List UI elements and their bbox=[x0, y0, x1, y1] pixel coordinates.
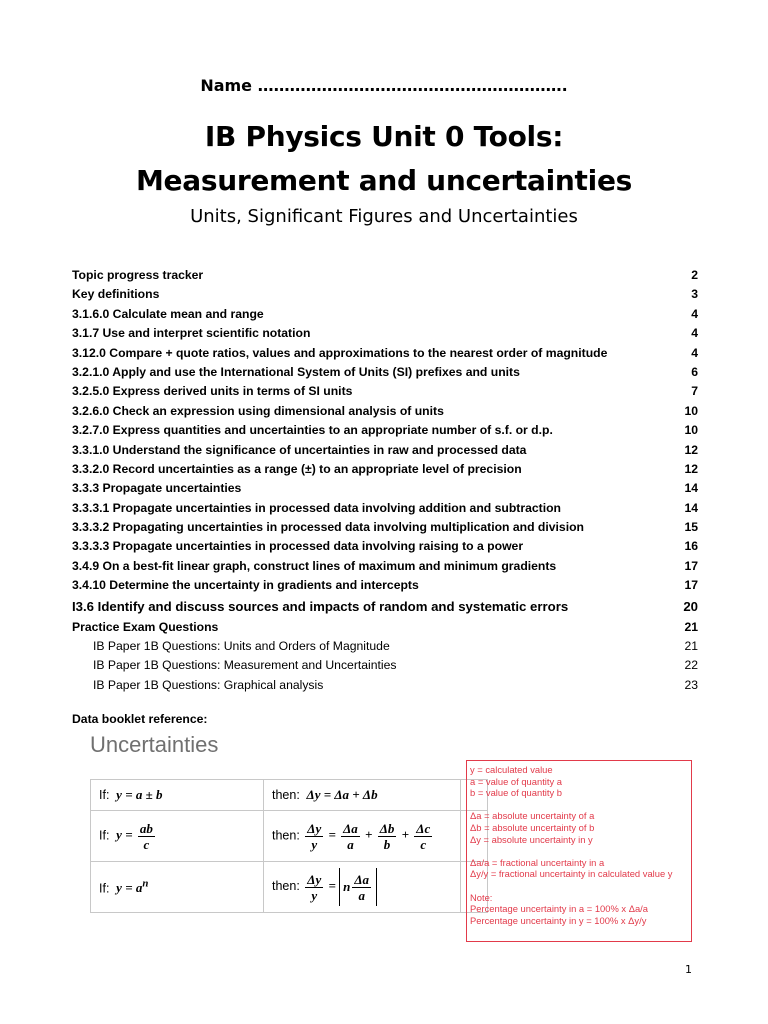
toc-entry-title: 3.1.6.0 Calculate mean and range bbox=[72, 306, 264, 321]
toc-entry[interactable] bbox=[72, 266, 698, 285]
toc-entry-page: 21 bbox=[684, 619, 698, 634]
toc-entry-page: 10 bbox=[684, 403, 698, 418]
note-line: Percentage uncertainty in a = 100% x Δa/a bbox=[470, 903, 648, 915]
toc-entry-title: IB Paper 1B Questions: Units and Orders of Magnitude bbox=[93, 639, 390, 654]
if-label: If: bbox=[99, 788, 110, 802]
toc-entry[interactable] bbox=[72, 537, 698, 556]
document-subtitle: Units, Significant Figures and Uncertainties bbox=[190, 206, 578, 227]
toc-subentry[interactable] bbox=[72, 676, 698, 695]
then-expression: $\frac{\Delta y}{y}$ = n $\frac{\Delta a}{a}$ bbox=[303, 878, 377, 893]
note-line: Δy = absolute uncertainty in y bbox=[470, 833, 593, 845]
toc-entry-page: 14 bbox=[684, 500, 698, 515]
note-line: Δy/y = fractional uncertainty in calculated value y bbox=[470, 868, 673, 880]
toc-entry[interactable] bbox=[72, 344, 698, 363]
data-booklet-label: Data booklet reference: bbox=[72, 712, 208, 726]
toc-entry-page: 12 bbox=[684, 461, 698, 476]
toc-subentry[interactable] bbox=[72, 656, 698, 675]
toc-entry-page: 17 bbox=[684, 578, 698, 593]
if-expression: y = a ± b bbox=[116, 787, 163, 802]
toc-entry[interactable] bbox=[72, 421, 698, 440]
toc-entry[interactable] bbox=[72, 285, 698, 304]
then-label: then: bbox=[272, 827, 300, 842]
note-line: Note: bbox=[470, 891, 493, 903]
formula-row-addition bbox=[91, 780, 488, 811]
page-number: 1 bbox=[685, 963, 692, 976]
note-line: Δb = absolute uncertainty of b bbox=[470, 821, 595, 833]
then-label: then: bbox=[272, 788, 300, 802]
toc-entry-page: 3 bbox=[691, 287, 698, 302]
toc-entry-page: 4 bbox=[691, 306, 698, 321]
table-of-contents bbox=[72, 266, 698, 695]
then-label: then: bbox=[272, 878, 300, 893]
toc-entry[interactable] bbox=[72, 618, 698, 637]
note-line: b = value of quantity b bbox=[470, 787, 562, 799]
toc-entry-page: 4 bbox=[691, 345, 698, 360]
toc-entry-page: 4 bbox=[691, 326, 698, 341]
toc-entry-title: 3.2.5.0 Express derived units in terms of SI units bbox=[72, 384, 353, 399]
formula-then-cell bbox=[264, 862, 461, 913]
toc-entry[interactable] bbox=[72, 479, 698, 498]
note-line: Δa = absolute uncertainty of a bbox=[470, 810, 595, 822]
toc-entry-title: 3.3.1.0 Understand the significance of uncertainties in raw and processed data bbox=[72, 442, 527, 457]
toc-entry-page: 15 bbox=[684, 520, 698, 535]
toc-entry-title: 3.2.6.0 Check an expression using dimensional analysis of units bbox=[72, 403, 444, 418]
toc-entry-title: 3.3.3.2 Propagating uncertainties in processed data involving multiplication and division bbox=[72, 520, 584, 535]
formula-row-power bbox=[91, 862, 488, 913]
toc-entry[interactable] bbox=[72, 518, 698, 537]
toc-entry[interactable] bbox=[72, 382, 698, 401]
note-line: a = value of quantity a bbox=[470, 775, 562, 787]
toc-entry-title: IB Paper 1B Questions: Graphical analysis bbox=[93, 677, 324, 692]
formula-then-cell bbox=[264, 780, 461, 811]
formula-if-cell bbox=[91, 811, 264, 862]
note-line: Δa/a = fractional uncertainty in a bbox=[470, 856, 605, 868]
toc-entry-page: 6 bbox=[691, 364, 698, 379]
toc-entry-title: I3.6 Identify and discuss sources and impacts of random and systematic errors bbox=[72, 598, 569, 614]
toc-entry-page: 12 bbox=[684, 442, 698, 457]
uncertainty-formula-table bbox=[90, 779, 488, 913]
note-line: y = calculated value bbox=[470, 764, 553, 775]
toc-entry-page: 17 bbox=[684, 558, 698, 573]
toc-entry-title: 3.4.9 On a best-fit linear graph, construct lines of maximum and minimum gradients bbox=[72, 558, 557, 573]
toc-entry-title: 3.2.7.0 Express quantities and uncertainties to an appropriate number of s.f. or d.p. bbox=[72, 423, 553, 438]
toc-entry[interactable] bbox=[72, 596, 698, 618]
if-label: If: bbox=[99, 881, 110, 896]
document-title-line1: IB Physics Unit 0 Tools: bbox=[204, 120, 564, 153]
if-expression: $y = a^n$ bbox=[116, 877, 149, 896]
toc-entry[interactable] bbox=[72, 402, 698, 421]
toc-entry-page: 23 bbox=[684, 677, 698, 692]
toc-entry[interactable] bbox=[72, 305, 698, 324]
toc-entry[interactable] bbox=[72, 460, 698, 479]
toc-entry-title: 3.4.10 Determine the uncertainty in gradients and intercepts bbox=[72, 578, 419, 593]
uncertainties-heading: Uncertainties bbox=[90, 732, 219, 757]
then-expression: $\frac{\Delta y}{y}$ = $\frac{\Delta a}{a}$ + $\frac{\Delta b}{b}$ + $\frac{\Delta c}{c}$ bbox=[307, 820, 431, 852]
toc-entry[interactable] bbox=[72, 576, 698, 595]
formula-row-product bbox=[91, 811, 488, 862]
toc-entry-title: Topic progress tracker bbox=[72, 268, 204, 282]
toc-entry[interactable] bbox=[72, 324, 698, 343]
formula-if-cell bbox=[91, 862, 264, 913]
toc-entry-page: 21 bbox=[684, 639, 698, 654]
toc-entry-page: 20 bbox=[683, 598, 698, 614]
toc-entry-title: 3.3.2.0 Record uncertainties as a range (±) to an appropriate level of precision bbox=[72, 461, 522, 476]
toc-entry[interactable] bbox=[72, 557, 698, 576]
toc-entry[interactable] bbox=[72, 363, 698, 382]
toc-entry-title: Practice Exam Questions bbox=[72, 619, 219, 634]
note-spacer bbox=[470, 845, 688, 857]
toc-entry-page: 16 bbox=[684, 539, 698, 554]
toc-entry-page: 22 bbox=[684, 658, 698, 673]
toc-entry-page: 14 bbox=[684, 481, 698, 496]
name-field-line: Name …………………………………………………. bbox=[200, 76, 568, 95]
toc-entry-page: 10 bbox=[684, 423, 698, 438]
if-label: If: bbox=[99, 827, 110, 842]
toc-entry-page: 7 bbox=[691, 384, 698, 399]
toc-entry-title: Key definitions bbox=[72, 287, 160, 302]
then-expression: Δy = Δa + Δb bbox=[306, 787, 378, 802]
toc-entry-title: 3.2.1.0 Apply and use the International System of Units (SI) prefixes and units bbox=[72, 364, 520, 379]
toc-entry-title: 3.12.0 Compare + quote ratios, values and approximations to the nearest order of magnitude bbox=[72, 345, 608, 360]
toc-subentry[interactable] bbox=[72, 637, 698, 656]
toc-entry-title: 3.3.3.3 Propagate uncertainties in processed data involving raising to a power bbox=[72, 539, 524, 554]
variable-definitions-box bbox=[466, 760, 692, 942]
formula-if-cell bbox=[91, 780, 264, 811]
toc-entry[interactable] bbox=[72, 441, 698, 460]
note-spacer bbox=[470, 799, 688, 811]
toc-entry-page: 2 bbox=[691, 268, 698, 282]
toc-entry-title: IB Paper 1B Questions: Measurement and Uncertainties bbox=[93, 658, 397, 673]
toc-entry-title: 3.3.3.1 Propagate uncertainties in processed data involving addition and subtraction bbox=[72, 500, 561, 515]
note-line: Percentage uncertainty in y = 100% x Δy/y bbox=[470, 914, 647, 926]
toc-entry-title: 3.3.3 Propagate uncertainties bbox=[72, 481, 242, 496]
document-title-line2: Measurement and uncertainties bbox=[135, 164, 632, 197]
if-expression: y = $\frac{ab}{c}$ bbox=[116, 820, 153, 852]
toc-entry[interactable] bbox=[72, 499, 698, 518]
note-spacer bbox=[470, 880, 688, 892]
toc-entry-title: 3.1.7 Use and interpret scientific notation bbox=[72, 326, 311, 341]
formula-then-cell bbox=[264, 811, 461, 862]
